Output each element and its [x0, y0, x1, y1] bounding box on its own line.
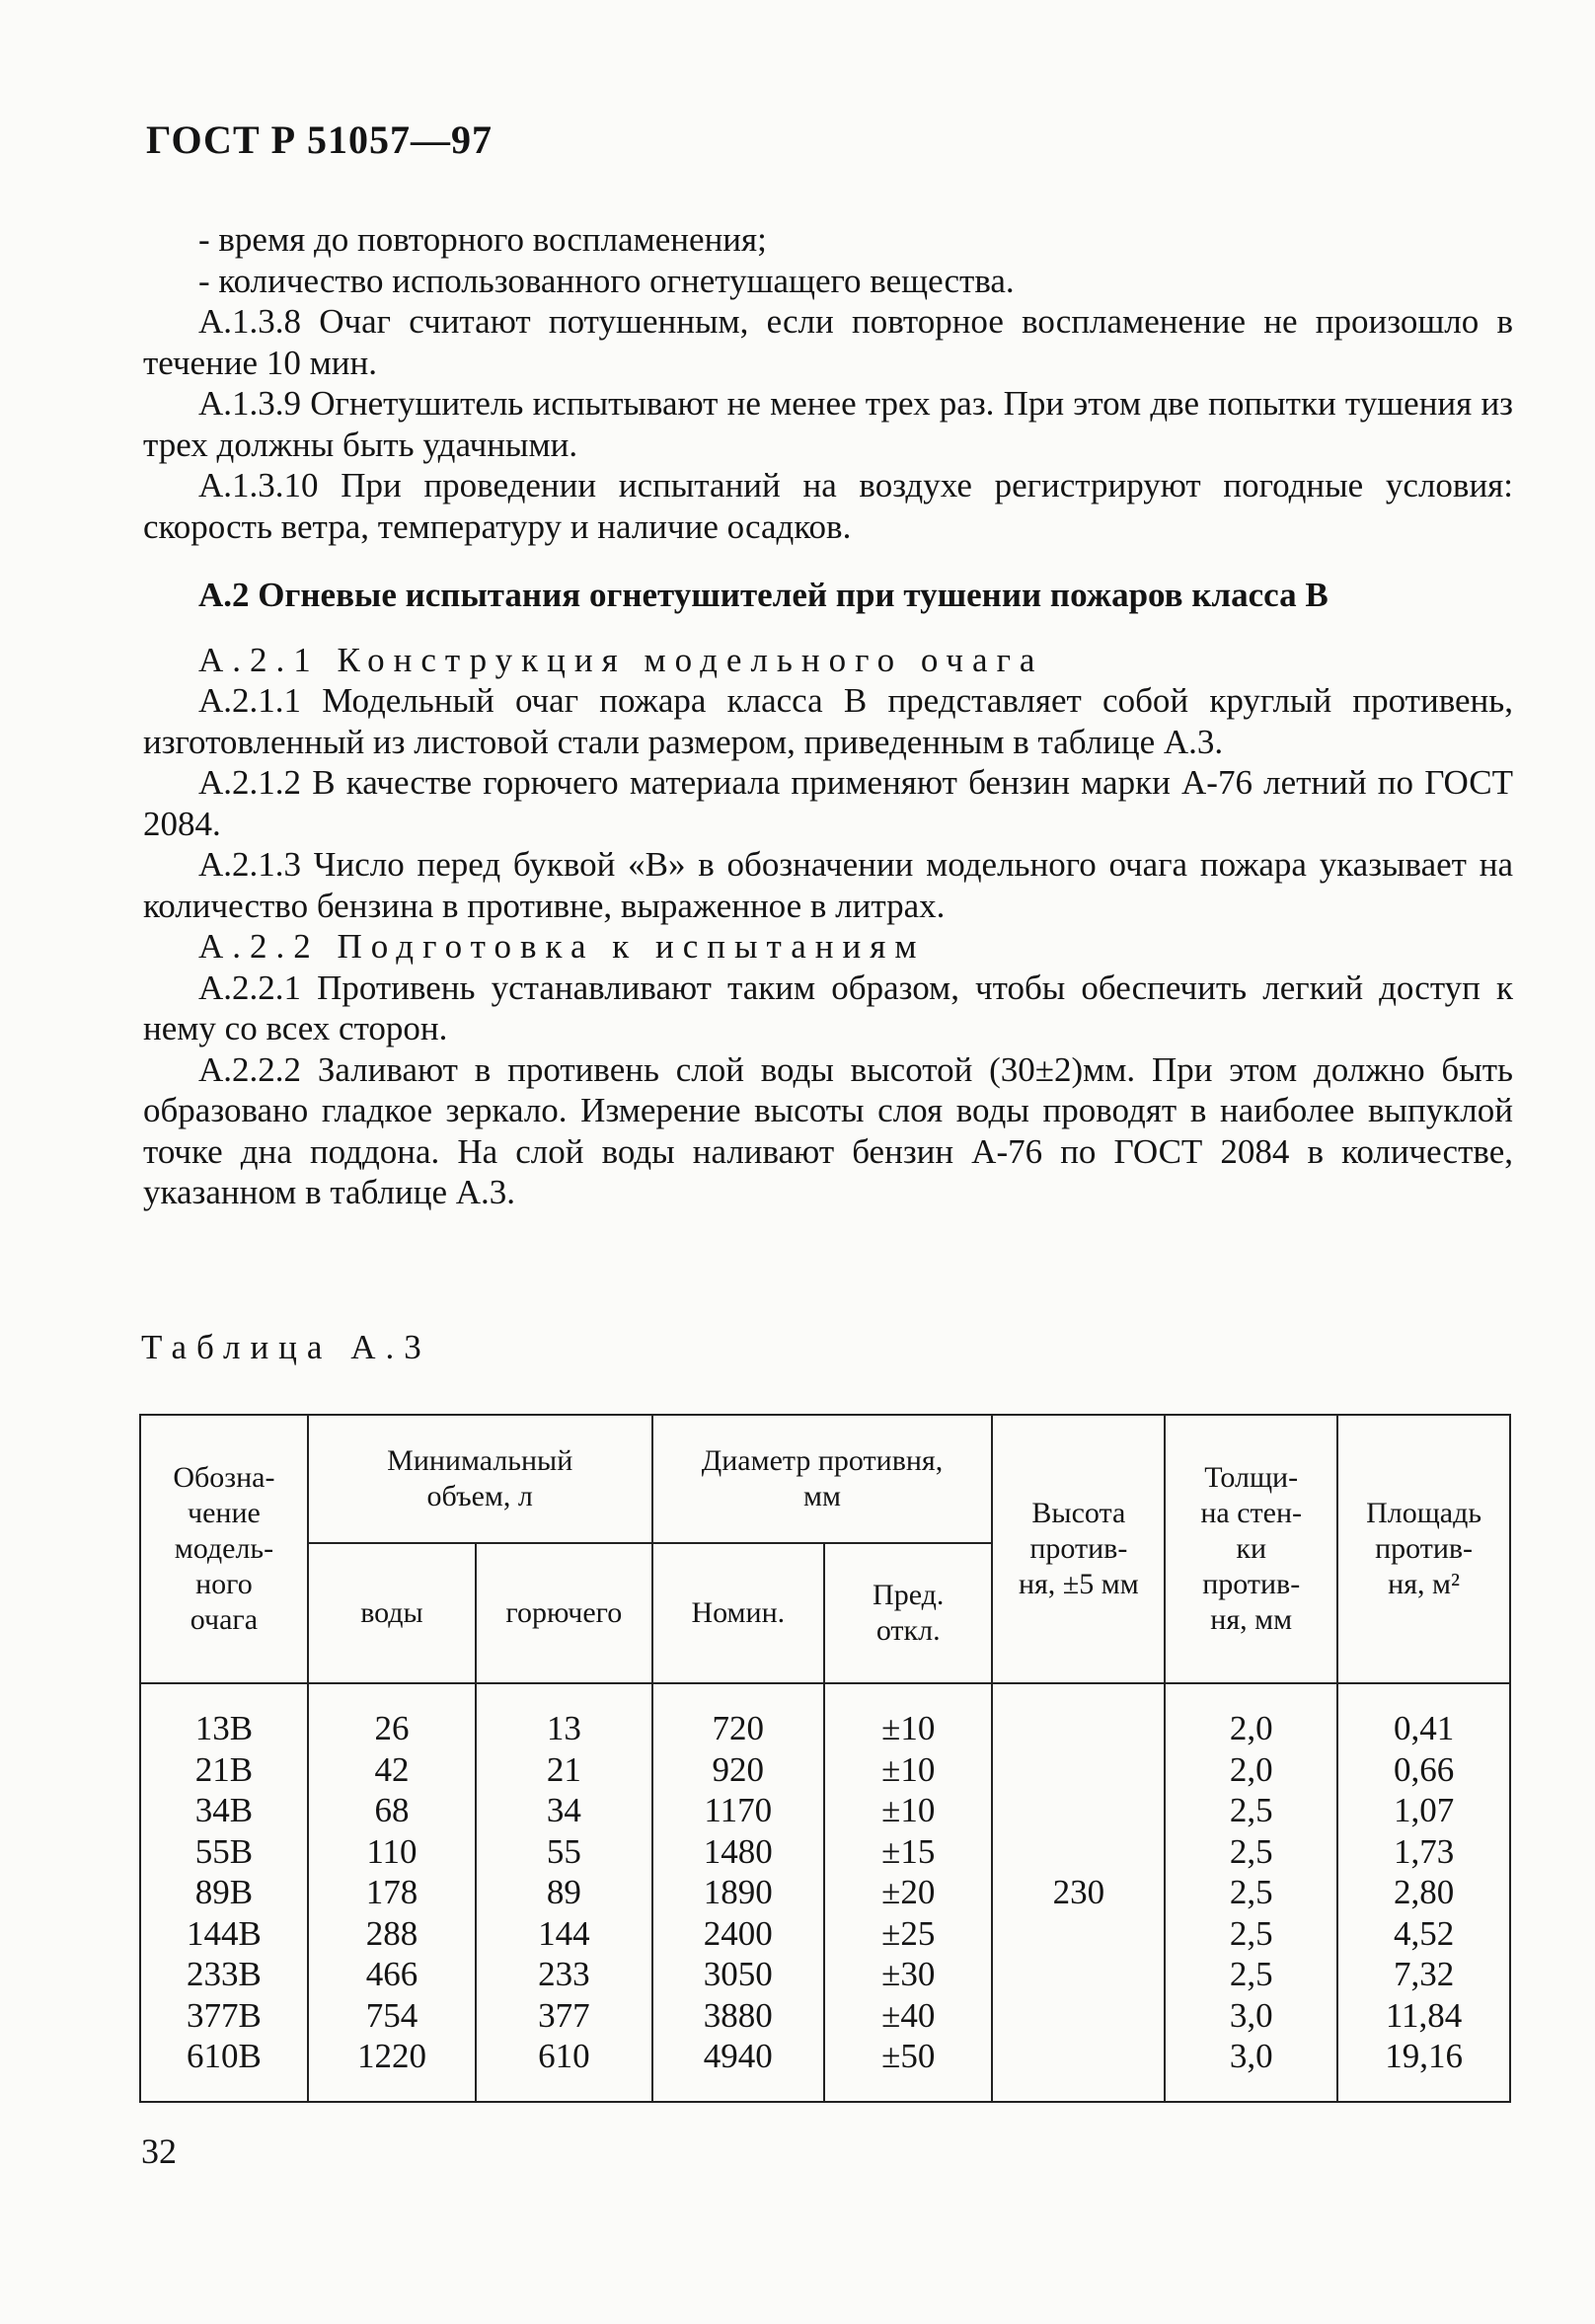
table-row: 233В 466 233 3050 ±30 2,5 7,32 — [140, 1954, 1510, 1995]
header-water: воды — [308, 1543, 476, 1683]
header-height: Высота против- ня, ±5 мм — [992, 1415, 1165, 1683]
header-fuel: горючего — [476, 1543, 652, 1683]
page-number: 32 — [141, 2131, 177, 2171]
header-min-volume: Минимальный объем, л — [308, 1415, 652, 1543]
table-caption: Таблица А.3 — [141, 1328, 431, 1366]
table-row: 89В 178 89 1890 ±20 2,5 2,80 — [140, 1872, 1510, 1913]
table-row: 13В 26 13 720 ±10 230 2,0 0,41 — [140, 1683, 1510, 1749]
header-thickness: Толщи- на стен- ки против- ня, мм — [1165, 1415, 1337, 1683]
header-area: Площадь против- ня, м² — [1337, 1415, 1510, 1683]
table-row: 610В 1220 610 4940 ±50 3,0 19,16 — [140, 2036, 1510, 2102]
table-row: 34В 68 34 1170 ±10 2,5 1,07 — [140, 1790, 1510, 1831]
table-row: 377В 754 377 3880 ±40 3,0 11,84 — [140, 1995, 1510, 2037]
table-row: 144В 288 144 2400 ±25 2,5 4,52 — [140, 1913, 1510, 1955]
height-value: 230 — [992, 1683, 1165, 2102]
table-row: 21В 42 21 920 ±10 2,0 0,66 — [140, 1749, 1510, 1791]
paragraph-a211: А.2.1.1 Модельный очаг пожара класса В представляет собой круглый противень, изготовленный из листовой стали размером, приведенным в таблице А.3. — [143, 681, 1513, 761]
header-deviation: Пред. откл. — [824, 1543, 992, 1683]
paragraph-a1310: А.1.3.10 При проведении испытаний на воздухе регистрируют погодные условия: скорость ветра, температуру и наличие осадков. — [143, 466, 1513, 546]
subsection-heading-a21: А.2.1 Конструкция модельного очага — [198, 640, 1044, 679]
table-row: 55В 110 55 1480 ±15 2,5 1,73 — [140, 1831, 1510, 1873]
table-a3 — [139, 1414, 1511, 2103]
paragraph-a212: А.2.1.2 В качестве горючего материала применяют бензин марки А-76 летний по ГОСТ 2084. — [143, 763, 1513, 843]
standard-header: ГОСТ Р 51057—97 — [146, 117, 494, 162]
paragraph-a213: А.2.1.3 Число перед буквой «В» в обозначении модельного очага пожара указывает на количество бензина в противне, выраженное в литрах. — [143, 845, 1513, 925]
paragraph-a221: А.2.2.1 Противень устанавливают таким образом, чтобы обеспечить легкий доступ к нему со всех сторон. — [143, 968, 1513, 1047]
header-nominal: Номин. — [652, 1543, 824, 1683]
section-heading-a2: А.2 Огневые испытания огнетушителей при тушении пожаров класса В — [198, 576, 1329, 614]
body-text — [143, 219, 1513, 1213]
paragraph-a222: А.2.2.2 Заливают в противень слой воды высотой (30±2)мм. При этом должно быть образовано гладкое зеркало. Измерение высоты слоя воды проводят в наиболее выпуклой точке дна поддона. На слой воды наливают бензин А-76 по ГОСТ 2084 в количестве, указанном в таблице А.3. — [143, 1049, 1513, 1211]
paragraph-a139: А.1.3.9 Огнетушитель испытывают не менее трех раз. При этом две попытки тушения из трех должны быть удачными. — [143, 384, 1513, 464]
subsection-heading-a22: А.2.2 Подготовка к испытаниям — [198, 927, 926, 966]
list-item: - время до повторного воспламенения; — [198, 220, 767, 259]
list-item: - количество использованного огнетушащего вещества. — [198, 261, 1015, 300]
paragraph-a138: А.1.3.8 Очаг считают потушенным, если повторное воспламенение не произошло в течение 10 мин. — [143, 302, 1513, 382]
header-diameter: Диаметр противня, мм — [652, 1415, 993, 1543]
header-designation: Обозна- чение модель- ного очага — [140, 1415, 308, 1683]
